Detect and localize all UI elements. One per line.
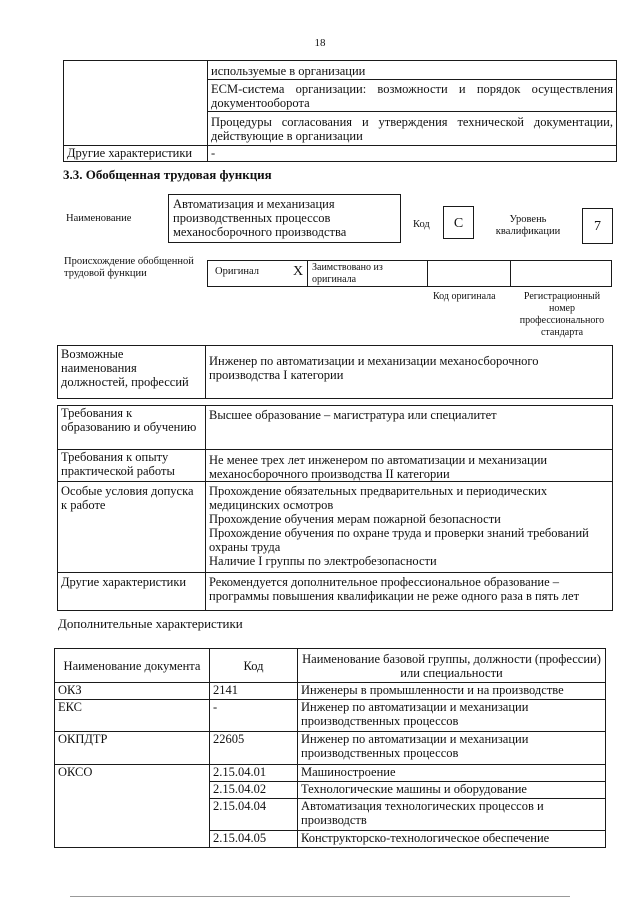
code-original-label: Код оригинала [433,291,496,302]
education-label: Требования к образованию и обучению [58,406,206,450]
code-value-box [443,206,474,239]
origin-divider-2 [427,260,428,287]
eks-code: - [210,700,298,732]
top-table-other-value: - [208,146,617,162]
conditions-values [206,482,613,573]
positions-label: Возможные наименования должностей, профессий [58,346,206,399]
okpdtr-code: 22605 [210,732,298,765]
okso-doc: ОКСО [55,765,210,848]
header-document: Наименование документа [55,649,210,683]
top-table-row-2: ECM-система организации: возможности и порядок осуществления документооборота [208,80,617,112]
condition-item: Прохождение обязательных предварительных и периодических медицинских осмотров [209,484,548,512]
header-code: Код [210,649,298,683]
original-mark: X [293,264,304,279]
okpdtr-name: Инженер по автоматизации и механизации производственных процессов [298,732,606,765]
code-value: C [453,216,464,231]
borrowed-label: Заимствовано из оригинала [312,262,383,285]
level-value: 7 [594,219,601,234]
table-row [55,700,606,732]
section-title: 3.3. Обобщенная трудовая функция [63,167,272,182]
table-row [55,732,606,765]
education-value: Высшее образование – магистратура или специалитет [206,406,613,450]
additional-title: Дополнительные характеристики [58,616,243,631]
okpdtr-doc: ОКПДТР [55,732,210,765]
okso-code: 2.15.04.04 [210,799,298,831]
okz-code: 2141 [210,683,298,700]
okso-code: 2.15.04.05 [210,831,298,848]
name-value: Автоматизация и механизация производственных процессов механосборочного производства [173,197,347,239]
top-table-row-3: Процедуры согласования и утверждения технической документации, действующие в организации [208,112,617,146]
reg-number-label: Регистрационный номер профессионального стандарта [519,291,605,338]
code-label: Код [413,219,430,230]
top-table [63,60,617,162]
origin-label: Происхождение обобщенной трудовой функции [64,256,194,279]
okso-name: Автоматизация технологических процессов и производств [298,799,606,831]
condition-item: Прохождение обучения мерам пожарной безопасности [209,512,501,526]
top-table-empty-label [64,61,208,146]
requirements-table [57,405,613,611]
condition-item: Наличие I группы по электробезопасности [209,554,437,568]
experience-label: Требования к опыту практической работы [58,450,206,482]
positions-value: Инженер по автоматизации и механизации механосборочного производства I категории [206,346,613,399]
table-row [55,683,606,700]
okso-name: Машиностроение [298,765,606,782]
conditions-label: Особые условия допуска к работе [58,482,206,573]
table-row [55,765,606,782]
okz-doc: ОКЗ [55,683,210,700]
eks-doc: ЕКС [55,700,210,732]
other-characteristics-label: Другие характеристики [58,573,206,611]
okso-name: Технологические машины и оборудование [298,782,606,799]
page-bottom-rule [70,896,570,897]
page-number: 18 [314,37,326,49]
origin-divider-1 [307,260,308,287]
okso-code: 2.15.04.02 [210,782,298,799]
experience-value: Не менее трех лет инженером по автоматизации и механизации механосборочного производства II категории [206,450,613,482]
origin-divider-3 [510,260,511,287]
level-label: Уровень квалификации [495,214,561,237]
okso-code: 2.15.04.01 [210,765,298,782]
eks-name: Инженер по автоматизации и механизации производственных процессов [298,700,606,732]
original-label: Оригинал [215,266,259,277]
name-label: Наименование [66,213,132,224]
okz-name: Инженеры в промышленности и на производстве [298,683,606,700]
positions-table [57,345,613,399]
condition-item: Прохождение обучения по охране труда и проверки знаний требований охраны труда [209,526,589,554]
additional-table [54,648,606,848]
level-value-box [582,208,613,244]
top-table-other-label: Другие характеристики [64,146,208,162]
header-name: Наименование базовой группы, должности (профессии) или специальности [298,649,606,683]
name-value-box [168,194,401,243]
other-characteristics-value: Рекомендуется дополнительное профессиональное образование – программы повышения квалификации не реже одного раза в пять лет [206,573,613,611]
top-table-row-1: используемые в организации [208,61,617,80]
okso-name: Конструкторско-технологическое обеспечение [298,831,606,848]
